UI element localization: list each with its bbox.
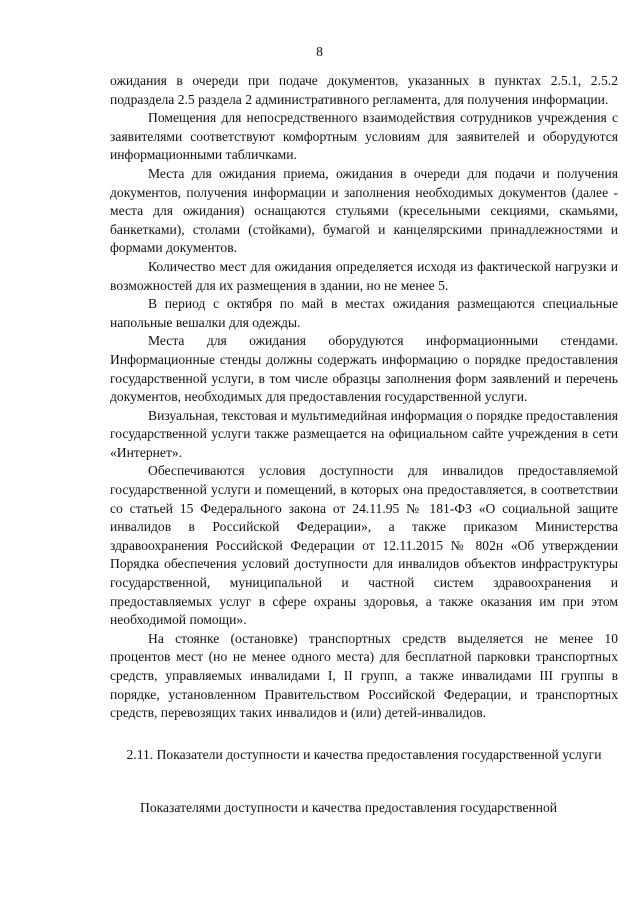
paragraph-waiting-places: Места для ожидания приема, ожидания в очереди для подачи и получения документов, получения информации и заполнения необходимых документов (далее - места для ожидания) оснащаются стульями (кресельными секциями, скамьями, банкетками), столами (стойками), бумагой и канцелярскими принадлежностями и формами документов.: [110, 165, 618, 256]
paragraph-coat-racks: В период с октября по май в местах ожидания размещаются специальные напольные вешалки для одежды.: [110, 296, 618, 330]
paragraph-info-stands: Места для ожидания оборудуются информационными стендами. Информационные стенды должны содержать информацию о порядке предоставления государственной услуги, в том числе образцы заполнения форм заявлений и перечень документов, необходимых для предоставления государственной услуги.: [110, 333, 618, 405]
paragraph-premises: Помещения для непосредственного взаимодействия сотрудников учреждения с заявителями соответствуют комфортным условиям для заявителей и оборудуются информационными табличками.: [110, 110, 618, 163]
paragraph-seat-count: Количество мест для ожидания определяется исходя из фактической нагрузки и возможностей для их размещения в здании, но не менее 5.: [110, 258, 618, 293]
paragraph-parking: На стоянке (остановке) транспортных средств выделяется не менее 10 процентов мест (но не менее одного места) для бесплатной парковки транспортных средств, управляемых инвалидами I, II групп, а также инвалидами III группы в порядке, установленном Правительством Российской Федерации, и транспортных средств, перевозящих таких инвалидов и (или) детей-инвалидов.: [110, 630, 618, 721]
paragraph-indicators: Показателями доступности и качества предоставления государственной: [140, 800, 558, 815]
paragraph-waiting-continuation: ожидания в очереди при подаче документов, указанных в пунктах 2.5.1, 2.5.2 подраздела 2.5 раздела 2 административного регламента, для получения информации.: [110, 73, 618, 107]
paragraph-multimedia-info: Визуальная, текстовая и мультимедийная информация о порядке предоставления государственной услуги также размещается на официальном сайте учреждения в сети «Интернет».: [110, 407, 618, 460]
section-heading: 2.11. Показатели доступности и качества предоставления государственной услуги: [126, 747, 602, 762]
page-number: 8: [316, 44, 323, 59]
body-text: [110, 72, 618, 723]
paragraph-accessibility: Обеспечиваются условия доступности для инвалидов предоставляемой государственной услуги и помещений, в которых она предоставляется, в соответствии со статьей 15 Федерального закона от 24.11.95 № 181-ФЗ «О социальной защите инвалидов в Российской Федерации», а также приказом Министерства здравоохранения Российской Федерации от 12.11.2015 № 802н «Об утверждении Порядка обеспечения условий доступности для инвалидов объектов инфраструктуры государственной, муниципальной и частной систем здравоохранения и предоставляемых услуг в сфере охраны здоровья, а также оказания им при этом необходимой помощи».: [110, 463, 618, 628]
